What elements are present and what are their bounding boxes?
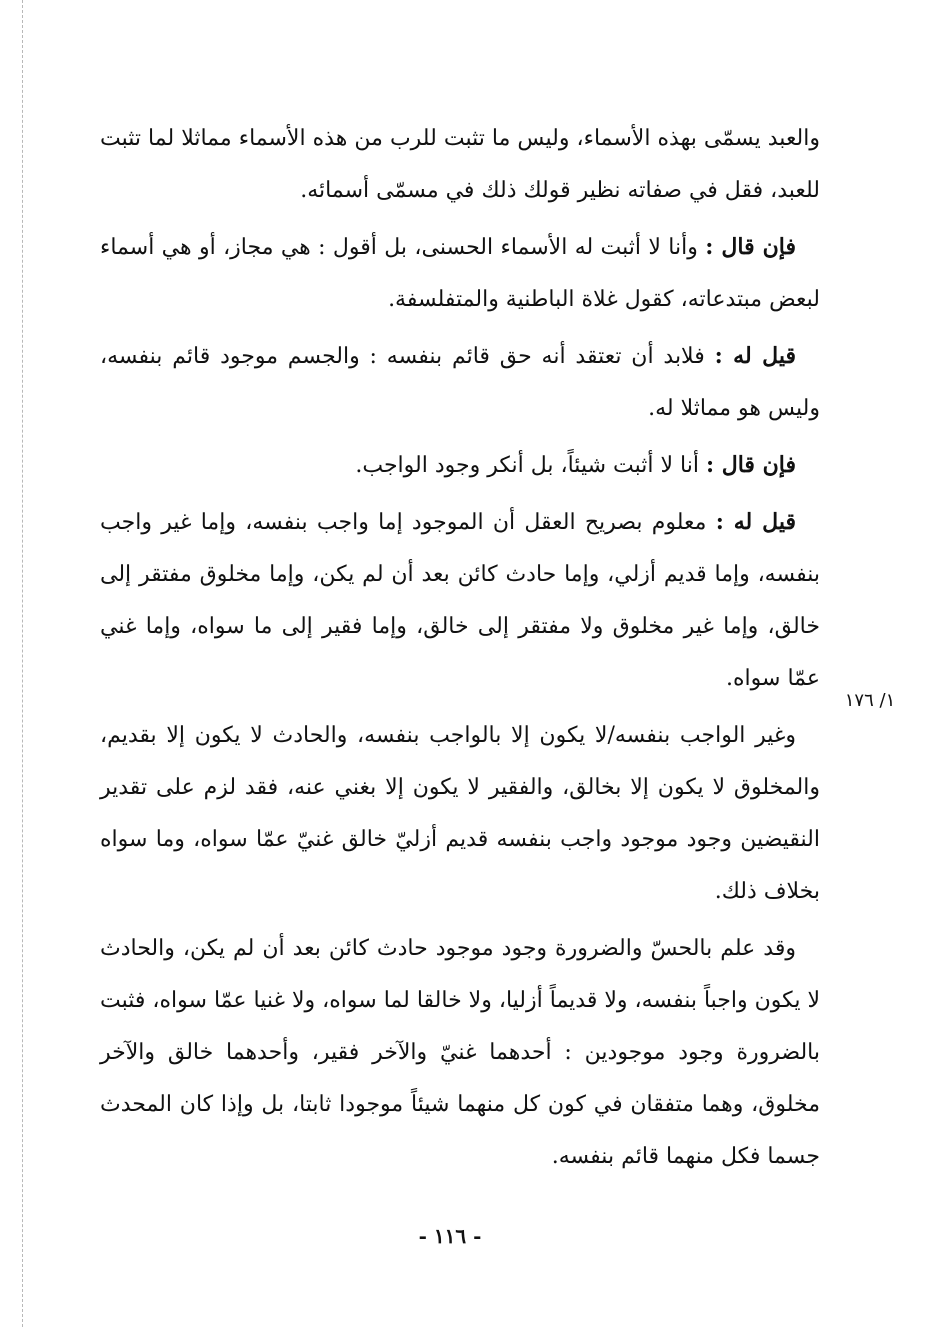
paragraph-5-text: معلوم بصريح العقل أن الموجود إما واجب بنفسه، وإما غير واجب بنفسه، وإما قديم أزلي، وإما حادث كائن بعد أن لم يكن، وإما مخلوق مفتقر إلى خالق، وإما غير مخلوق ولا مفتقر إلى خالق، وإما فقير إلى ما سواه، وإما غني عمّا سواه.	[100, 510, 820, 691]
page-number: - ١١٦ -	[418, 1224, 482, 1248]
paragraph-4-text: أنا لا أثبت شيئاً، بل أنكر وجود الواجب.	[355, 453, 699, 478]
paragraph-5	[100, 496, 820, 705]
paragraph-2	[100, 221, 820, 326]
paragraph-1	[100, 112, 820, 217]
page-body	[100, 112, 820, 1187]
paragraph-6-text: وغير الواجب بنفسه/لا يكون إلا بالواجب بنفسه، والحادث لا يكون إلا بقديم، والمخلوق لا يكون إلا بخالق، والفقير لا يكون إلا بغني عنه، فقد لزم على تقدير النقيضين وجود موجود واجب بنفسه قديم أزليّ خالق غنيّ عمّا سواه، وما سواه بخلاف ذلك.	[100, 723, 820, 904]
paragraph-2-text: وأنا لا أثبت له الأسماء الحسنى، بل أقول : هي مجاز، أو هي أسماء لبعض مبتدعاته، كقول غلاة الباطنية والمتفلسفة.	[100, 235, 820, 312]
paragraph-4	[100, 439, 820, 492]
paragraph-3	[100, 330, 820, 435]
paragraph-7	[100, 922, 820, 1183]
paragraph-3-lead: قيل له :	[714, 343, 796, 369]
paragraph-6	[100, 709, 820, 918]
paragraph-3-text: فلابد أن تعتقد أنه حق قائم بنفسه : والجسم موجود قائم بنفسه، وليس هو مماثلا له.	[100, 344, 820, 421]
paragraph-2-lead: فإن قال :	[705, 234, 797, 260]
paragraph-7-text: وقد علم بالحسّ والضرورة وجود موجود حادث كائن بعد أن لم يكن، والحادث لا يكون واجباً بنفسه، ولا قديماً أزليا، ولا خالقا لما سواه، ولا غنيا عمّا سواه، فثبت بالضرورة وجود موجودين : أحدهما غنيّ والآخر فقير، وأحدهما خالق والآخر مخلوق، وهما متفقان في كون كل منهما شيئاً موجودا ثابتا، بل وإذا كان المحدث جسما فكل منهما قائم بنفسه.	[100, 936, 820, 1169]
marginal-reference: ١/ ١٧٦	[844, 690, 896, 711]
paragraph-5-lead: قيل له :	[715, 509, 796, 535]
paragraph-4-lead: فإن قال :	[705, 452, 796, 478]
paragraph-1-text: والعبد يسمّى بهذه الأسماء، وليس ما تثبت للرب من هذه الأسماء مماثلا لما تثبت للعبد، فقل في صفاته نظير قولك ذلك في مسمّى أسمائه.	[100, 126, 820, 203]
scan-edge-line	[22, 0, 23, 1327]
